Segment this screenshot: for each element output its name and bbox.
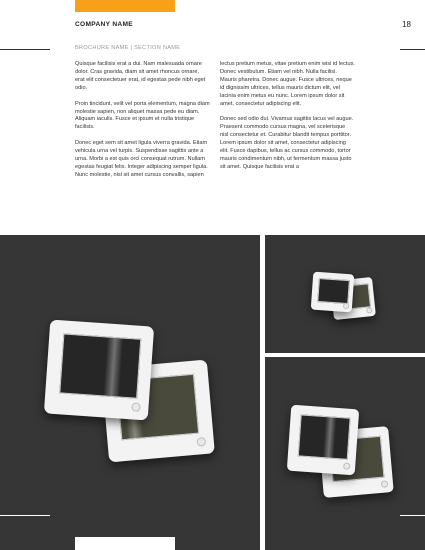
rule-top-right xyxy=(400,49,425,50)
page-number: 18 xyxy=(402,20,411,29)
rule-bottom-left xyxy=(0,515,50,516)
slide-knob xyxy=(343,303,349,309)
rule-bottom-right xyxy=(400,515,425,516)
accent-bar xyxy=(75,0,175,12)
slide-window xyxy=(59,333,141,398)
slide-front xyxy=(287,405,359,476)
slide-knob xyxy=(366,307,373,314)
paragraph: Donec eget sem sit amet ligula viverra gravida. Etiam vehicula urna vel turpis. Suspendisse sagittis ante a urna. Morbi a est quis orci consequat rutrum. Nullam egestas feugiat felis. Integer adipiscing semper ligula. Nunc molestie, nisl sit amet cursus convallis, sapien xyxy=(75,140,208,178)
paragraph: Proin tincidunt, velit vel porta elementum, magna diam molestie sapien, non aliquet massa pede eu diam. Aliquam iaculis. Fusce et ipsum et nulla tristique facilisis. xyxy=(75,100,210,131)
slide-knob xyxy=(343,462,350,469)
text-column-right xyxy=(220,61,355,180)
slide-knob xyxy=(381,480,389,488)
paragraph: Donec sed odio dui. Vivamus sagittis lacus vel augue. Praesent commodo cursus magna, vel scelerisque nisl consectetur et. Curabitur blandit tempus porttitor. Lorem ipsum dolor sit amet, consectetur adipiscing elit. Fusce dapibus, tellus ac cursus commodo, tortor mauris condimentum nibh, ut fermentum massa justo sit amet. Quisque facilisis erat a xyxy=(220,116,354,170)
rule-top-left xyxy=(0,49,50,50)
text-column-left xyxy=(75,61,210,188)
slide-front xyxy=(311,272,355,313)
slide-front xyxy=(44,319,154,420)
photo-main xyxy=(0,235,260,550)
slide-window xyxy=(298,414,351,459)
slide-knob xyxy=(196,437,206,447)
slide-knob xyxy=(131,402,141,412)
footer-block xyxy=(75,537,175,550)
paragraph: Quisque facilisis erat a dui. Nam malesuada ornare dolor. Cras gravida, diam sit amet rhoncus ornare, erat elit consectetuer erat, id egestas pede nibh eget odio. xyxy=(75,61,206,91)
company-name: COMPANY NAME xyxy=(75,21,133,28)
photo-top-right xyxy=(265,235,425,353)
slide-window xyxy=(317,278,350,304)
section-label: BROCHURE NAME | SECTION NAME xyxy=(75,45,181,51)
paragraph: lectus pretium metus, vitae pretium enim wisi id lectus. Donec vestibulum. Etiam vel nibh. Nulla facilisi. Mauris pharetra. Donec augue. Fusce ultrices, neque id dignissim ultrices, tellus mauris dictum elit, vel lacinia enim metus eu nunc. Lorem ipsum dolor sit amet, consectetur adipiscing elit. xyxy=(220,61,355,107)
photo-bottom-right xyxy=(265,357,425,550)
